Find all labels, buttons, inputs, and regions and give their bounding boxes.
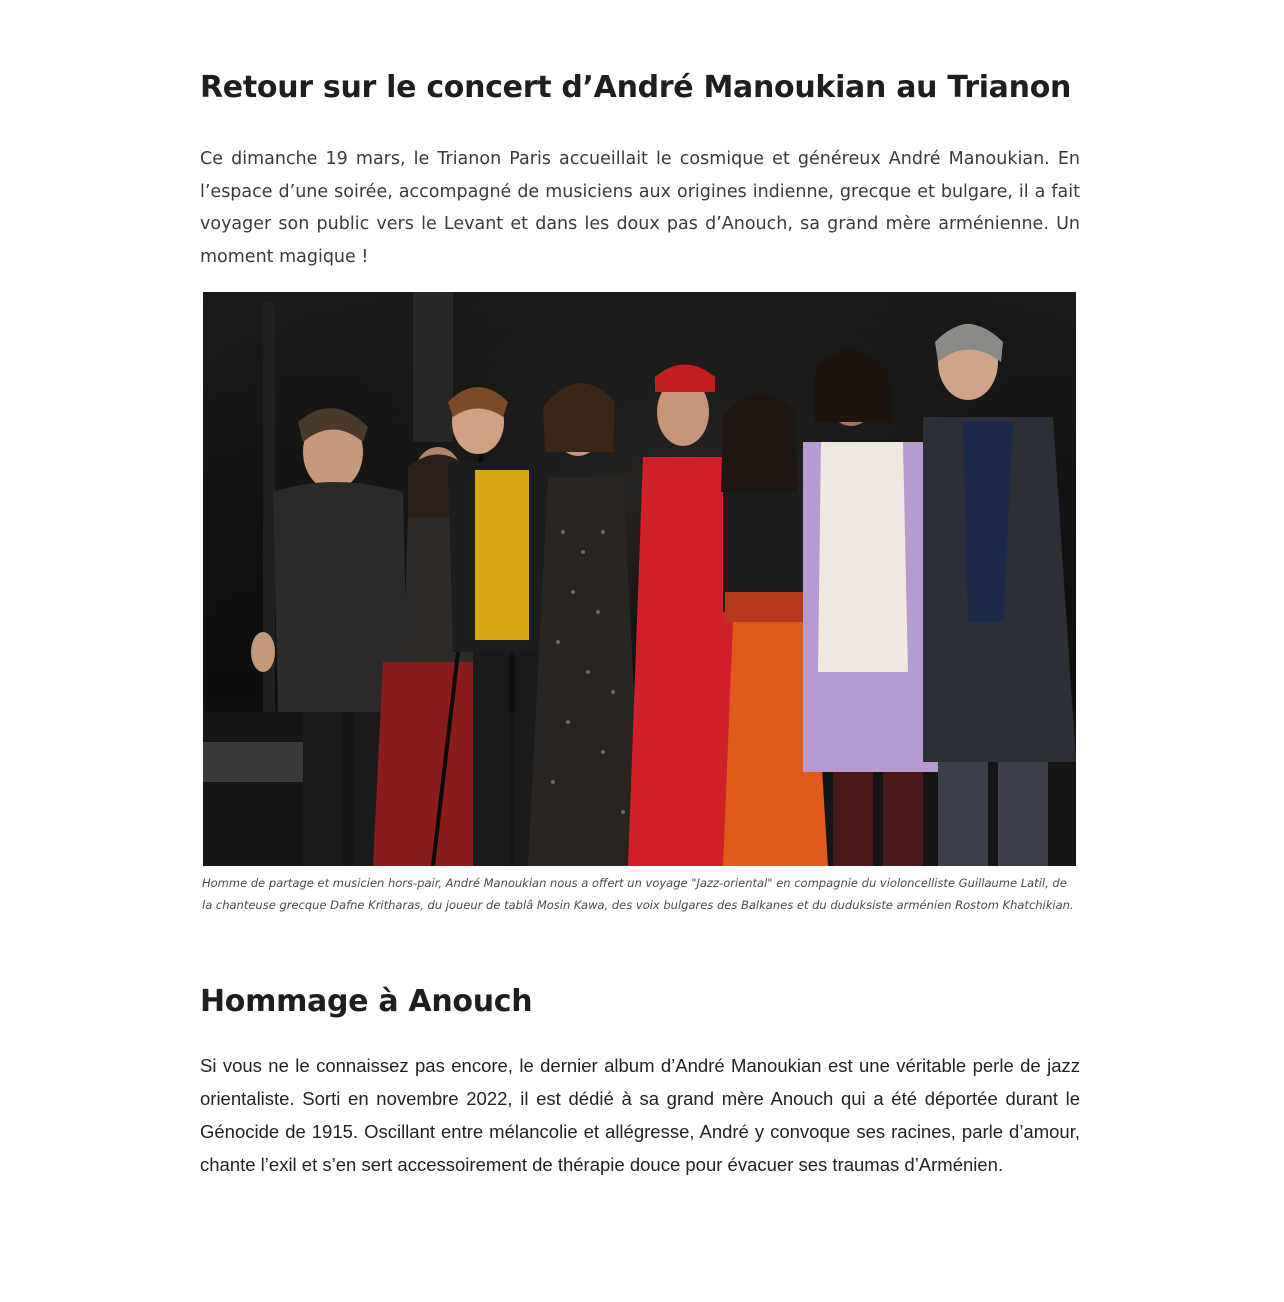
concert-photo (203, 292, 1076, 866)
concert-photo-illustration (203, 292, 1076, 866)
section-paragraph: Si vous ne le connaissez pas encore, le dernier album d’André Manoukian est une véritable perle de jazz orientaliste. Sorti en novembre 2022, il est dédié à sa grand mère Anouch qui a été déportée durant le Génocide de 1915. Oscillant entre mélancolie et allégresse, André y convoque ses racines, parle d’amour, chante l’exil et s’en sert accessoirement de thérapie douce pour évacuer ses traumas d’Arménien. (200, 1055, 1080, 1175)
intro-paragraph: Ce dimanche 19 mars, le Trianon Paris accueillait le cosmique et généreux André Manoukian. En l’espace d’une soirée, accompagné de musiciens aux origines indienne, grecque et bulgare, il a fait voyager son public vers le Levant et dans les doux pas d’Anouch, sa grand mère arménienne. Un moment magique ! (200, 149, 1080, 267)
section-heading: Hommage à Anouch (200, 984, 533, 1019)
article-heading: Retour sur le concert d’André Manoukian au Trianon (200, 70, 1072, 105)
photo-caption: Homme de partage et musicien hors-pair, André Manoukian nous a offert un voyage "Jazz-oriental" en compagnie du violoncelliste Guillaume Latil, de la chanteuse grecque Dafne Kritharas, du joueur de tablâ Mosin Kawa, des voix bulgares des Balkanes et du duduksiste arménien Rostom Khatchikian. (202, 876, 1074, 912)
